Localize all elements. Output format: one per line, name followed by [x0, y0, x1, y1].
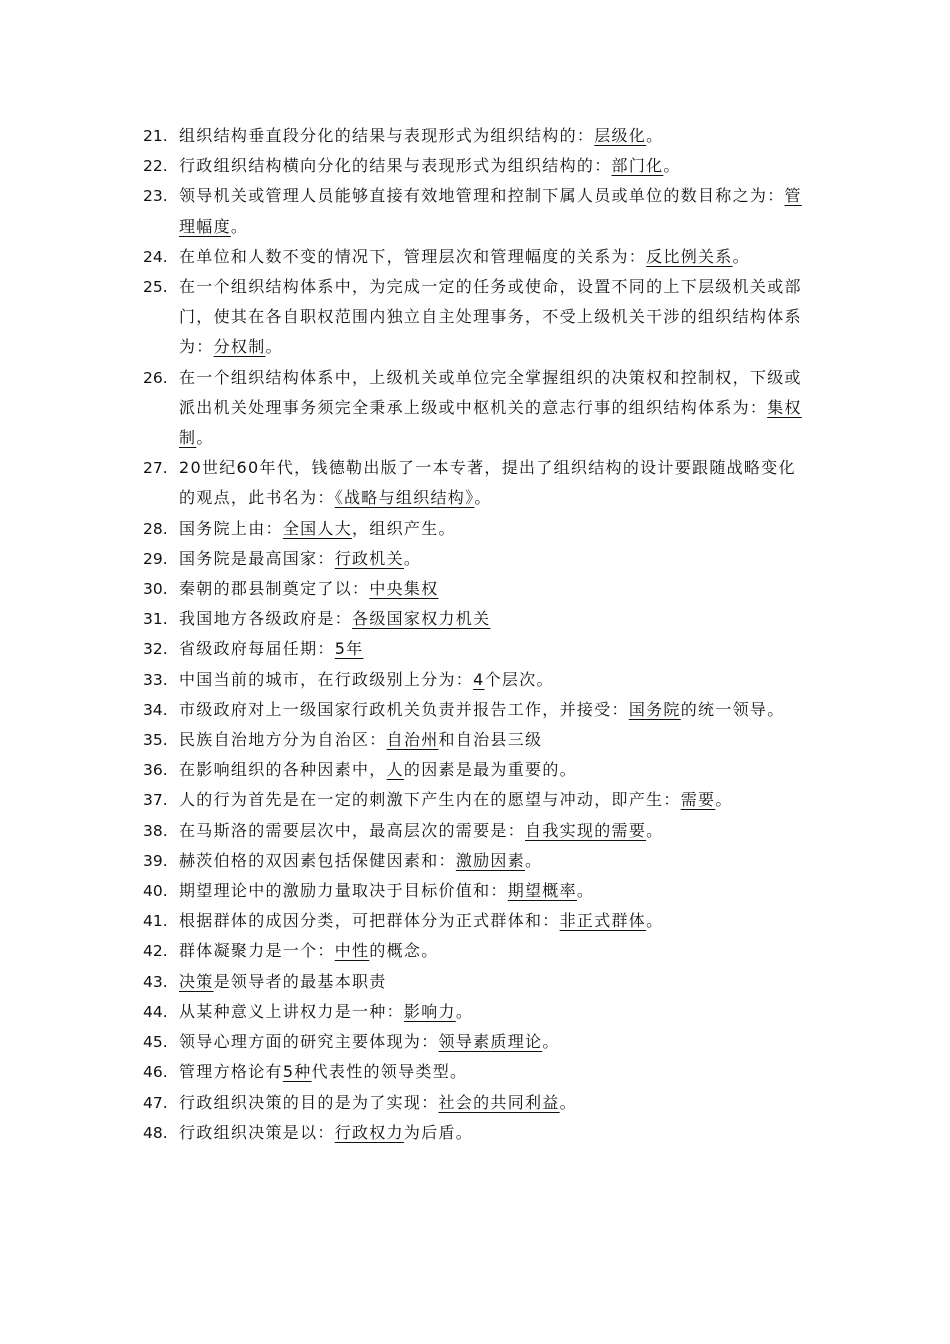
answer-text: 反比例关系 [646, 246, 733, 266]
list-item [143, 1027, 808, 1057]
answer-text: 决策 [179, 971, 214, 991]
question-text: 赫茨伯格的双因素包括保健因素和： [179, 850, 456, 870]
question-text: 期望理论中的激励力量取决于目标价值和： [179, 881, 508, 901]
answer-text: 中性 [334, 941, 370, 961]
item-number: 34. [143, 700, 168, 719]
answer-text: 分权制 [213, 337, 266, 357]
answer-text: 5种 [282, 1062, 312, 1082]
item-number: 25. [143, 278, 168, 297]
item-number: 37. [143, 791, 168, 810]
question-text: 。 [403, 548, 422, 568]
list-item [143, 544, 808, 574]
item-number: 28. [143, 519, 168, 538]
question-text: 。 [455, 1001, 474, 1021]
item-number: 24. [143, 247, 168, 266]
question-text: 个层次。 [484, 669, 554, 689]
answer-text: 4 [473, 669, 485, 689]
list-item [143, 936, 808, 966]
question-text: 。 [196, 428, 214, 448]
answer-text: 自我实现的需要 [525, 820, 647, 840]
question-text: 领导机关或管理人员能够直接有效地管理和控制下属人员或单位的数目称之为： [179, 186, 785, 206]
question-text: 国务院上由： [179, 518, 283, 538]
answer-text: 影响力 [403, 1001, 456, 1021]
question-text: 秦朝的郡县制奠定了以： [179, 579, 370, 599]
item-number: 33. [143, 670, 168, 689]
answer-text: 社会的共同利益 [438, 1092, 560, 1112]
list-item [143, 876, 808, 906]
question-text: 是领导者的最基本职责 [213, 971, 387, 991]
question-text: 。 [646, 126, 664, 145]
list-item [143, 453, 808, 513]
list-item [143, 574, 808, 604]
answer-text: 国务院 [628, 699, 681, 719]
item-number: 22. [143, 157, 168, 176]
answer-text: 行政机关 [334, 548, 404, 568]
item-number: 35. [143, 731, 168, 750]
question-text: 和自治县三级 [438, 730, 543, 750]
item-number: 36. [143, 761, 168, 780]
item-number: 39. [143, 851, 168, 870]
question-text: 省级政府每届任期： [179, 639, 335, 659]
list-item [143, 725, 808, 755]
item-number: 45. [143, 1033, 168, 1052]
question-text: 行政组织结构横向分化的结果与表现形式为组织结构的： [179, 156, 612, 176]
question-text: 。 [663, 156, 681, 176]
question-text: 管理方格论有 [179, 1062, 283, 1082]
list-item [143, 695, 808, 725]
answer-text: 领导素质理论 [438, 1032, 543, 1052]
list-item [143, 121, 808, 151]
question-text: 的统一领导。 [680, 699, 785, 719]
item-number: 42. [143, 942, 168, 961]
item-number: 40. [143, 882, 168, 901]
question-text: 国务院是最高国家： [179, 548, 335, 568]
list-item [143, 363, 808, 454]
list-item [143, 151, 808, 181]
list-item [143, 181, 808, 241]
item-number: 44. [143, 1002, 168, 1021]
list-item [143, 846, 808, 876]
item-number: 41. [143, 912, 168, 931]
answer-text: 各级国家权力机关 [352, 609, 491, 629]
question-list [143, 121, 808, 1148]
answer-text: 激励因素 [455, 850, 526, 870]
question-text: 为后盾。 [403, 1122, 474, 1142]
list-item [143, 242, 808, 272]
question-text: 在马斯洛的需要层次中，最高层次的需要是： [179, 820, 526, 840]
item-number: 38. [143, 821, 168, 840]
question-text: 的概念。 [369, 941, 439, 961]
answer-text: 期望概率 [507, 881, 577, 901]
list-item [143, 514, 808, 544]
list-item [143, 1118, 808, 1148]
list-item [143, 634, 808, 664]
list-item [143, 1088, 808, 1118]
answer-text: 需要 [680, 790, 716, 810]
question-text: 行政组织决策的目的是为了实现： [179, 1092, 439, 1112]
answer-text: 5年 [334, 639, 364, 659]
question-text: 在单位和人数不变的情况下，管理层次和管理幅度的关系为： [179, 246, 647, 266]
answer-text: 非正式群体 [559, 911, 647, 931]
question-text: 根据群体的成因分类，可把群体分为正式群体和： [179, 911, 560, 931]
list-item [143, 1057, 808, 1087]
question-text: 。 [474, 488, 492, 508]
question-text: 从某种意义上讲权力是一种： [179, 1001, 404, 1021]
item-number: 26. [143, 368, 168, 387]
item-number: 21. [143, 127, 168, 145]
question-text: 20世纪60年代，钱德勒出版了一本专著，提出了组织结构的设计要跟随战略变化的观点，此书名为： [179, 458, 796, 508]
question-text: 在一个组织结构体系中，为完成一定的任务或使命，设置不同的上下层级机关或部门，使其在各自职权范围内独立自主处理事务，不受上级机关干涉的组织结构体系为： [179, 277, 802, 357]
answer-text: 自治州 [386, 730, 439, 750]
item-number: 32. [143, 640, 168, 659]
list-item [143, 785, 808, 815]
question-text: 。 [646, 911, 664, 931]
item-number: 31. [143, 610, 168, 629]
question-text: 人的行为首先是在一定的刺激下产生内在的愿望与冲动，即产生： [179, 790, 681, 810]
item-number: 23. [143, 187, 168, 206]
question-text: 代表性的领导类型。 [311, 1062, 468, 1082]
question-text: 。 [542, 1032, 560, 1052]
question-text: 在一个组织结构体系中，上级机关或单位完全掌握组织的决策权和控制权，下级或派出机关处理事务须完全秉承上级或中枢机关的意志行事的组织结构体系为： [179, 367, 802, 417]
answer-text: 中央集权 [369, 579, 439, 599]
answer-text: 人 [386, 760, 404, 780]
list-item [143, 816, 808, 846]
question-text: 的因素是最为重要的。 [403, 760, 577, 780]
answer-text: 行政权力 [334, 1122, 404, 1142]
list-item [143, 604, 808, 634]
question-text: 领导心理方面的研究主要体现为： [179, 1032, 439, 1052]
question-text: 。 [559, 1092, 577, 1112]
question-text: 群体凝聚力是一个： [179, 941, 335, 961]
question-text: 民族自治地方分为自治区： [179, 730, 387, 750]
answer-text: 管理幅度 [179, 186, 802, 236]
answer-text: 部门化 [611, 156, 664, 176]
question-text: 。 [732, 246, 750, 266]
question-text: 。 [715, 790, 733, 810]
answer-text: 层级化 [594, 126, 647, 145]
item-number: 27. [143, 459, 168, 478]
question-text: 市级政府对上一级国家行政机关负责并报告工作，并接受： [179, 699, 629, 719]
question-text: 在影响组织的各种因素中， [179, 760, 387, 780]
answer-text: 全国人大 [282, 518, 353, 538]
item-number: 46. [143, 1063, 168, 1082]
item-number: 43. [143, 972, 168, 991]
question-text: 。 [525, 850, 543, 870]
item-number: 47. [143, 1093, 168, 1112]
item-number: 30. [143, 580, 168, 599]
list-item [143, 272, 808, 363]
question-text: 。 [230, 216, 249, 236]
question-text: 。 [265, 337, 283, 357]
list-item [143, 755, 808, 785]
question-text: 。 [576, 881, 595, 901]
list-item [143, 967, 808, 997]
list-item [143, 997, 808, 1027]
question-text: 。 [646, 820, 664, 840]
question-text: 我国地方各级政府是： [179, 609, 353, 629]
answer-text: 《战略与组织结构》 [334, 488, 475, 508]
question-text: 行政组织决策是以： [179, 1122, 335, 1142]
item-number: 48. [143, 1123, 168, 1142]
item-number: 29. [143, 549, 168, 568]
question-text: 组织结构垂直段分化的结果与表现形式为组织结构的： [179, 126, 595, 145]
list-item [143, 665, 808, 695]
list-item [143, 906, 808, 936]
question-text: 中国当前的城市，在行政级别上分为： [179, 669, 474, 689]
answer-text: 集权制 [179, 397, 802, 448]
question-text: ，组织产生。 [352, 518, 456, 538]
